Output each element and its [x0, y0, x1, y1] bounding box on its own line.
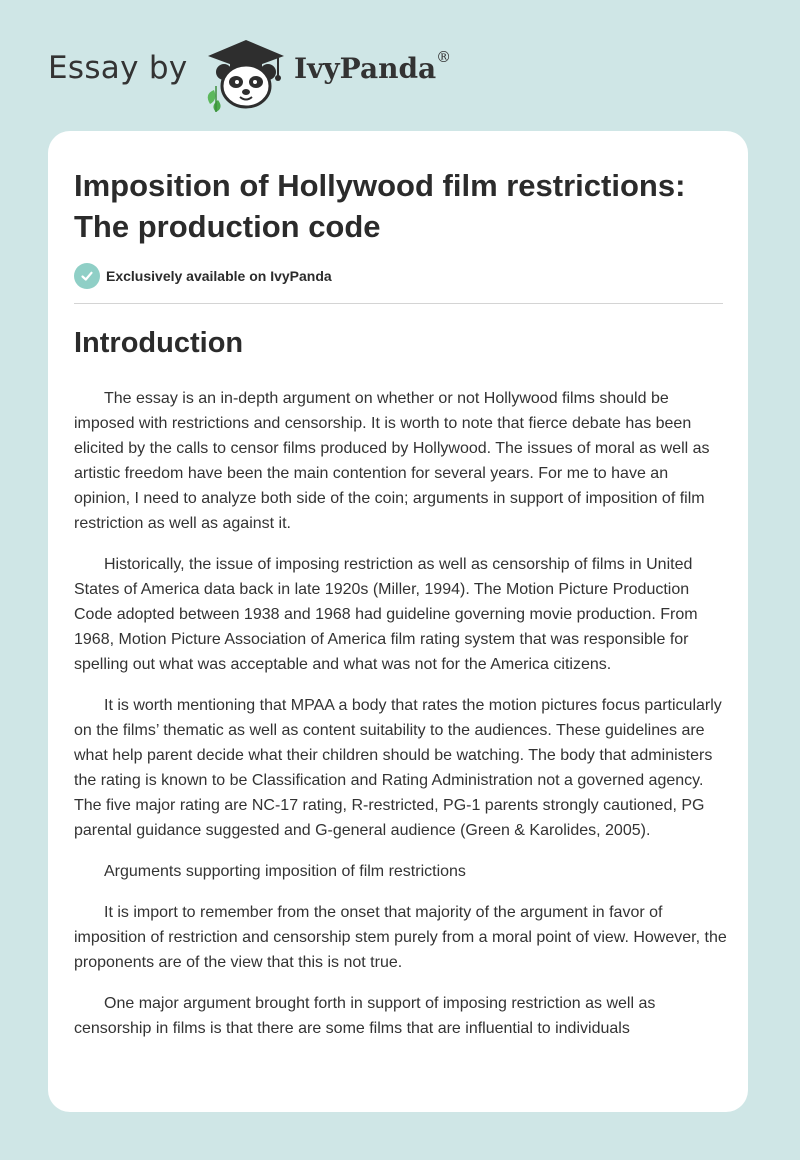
paragraph: Historically, the issue of imposing restriction as well as censorship of films in United States of America data back in late 1920s (Miller, 1994). The Motion Picture Production Code adopted between 1938 and 1968 had guideline governing movie production. From 1968, Motion Picture Association of America film rating system that was responsible for spelling out what was acceptable and what was not for the America citizens.: [74, 556, 698, 673]
section-heading: Introduction: [74, 327, 244, 359]
essay-card: [48, 131, 748, 1112]
paragraph: It is import to remember from the onset that majority of the argument in favor of imposition of restriction and censorship stem purely from a moral point of view. However, the proponents are of the view that this is not true.: [74, 904, 727, 971]
brand-prefix: Essay by: [48, 50, 188, 86]
paragraph: Arguments supporting imposition of film restrictions: [104, 863, 466, 880]
exclusive-label: Exclusively available on IvyPanda: [106, 268, 332, 284]
panda-graduate-logo-icon: [200, 34, 292, 112]
paragraph: It is worth mentioning that MPAA a body that rates the motion pictures focus particularly on the films’ thematic as well as content suitability to the audiences. These guidelines are what help parent decide what their children should be watching. The body that administers the rating is known to be Classification and Rating Administration not a governed agency. The five major rating are NC-17 rating, R-restricted, PG-1 parents strongly cautioned, PG parental guidance suggested and G-general audience (Green & Karolides, 2005).: [74, 697, 722, 839]
paragraph: The essay is an in-depth argument on whether or not Hollywood films should be imposed with restrictions and censorship. It is worth to note that fierce debate has been elicited by the calls to censor films produced by Hollywood. The issues of moral as well as artistic freedom have been the main contention for several years. For me to have an opinion, I need to analyze both side of the coin; arguments in support of imposition of film restriction as well as against it.: [74, 390, 710, 532]
brand-name: IvyPanda®: [294, 48, 452, 85]
site-brand[interactable]: [48, 28, 508, 112]
exclusive-badge: [74, 262, 332, 290]
divider: [74, 303, 723, 304]
page-title: Imposition of Hollywood film restrictions: The production code: [74, 168, 686, 244]
check-circle-icon: [74, 263, 100, 289]
essay-body: [74, 386, 728, 1057]
paragraph: One major argument brought forth in support of imposing restriction as well as censorship in films is that there are some films that are influential to individuals: [74, 995, 656, 1037]
